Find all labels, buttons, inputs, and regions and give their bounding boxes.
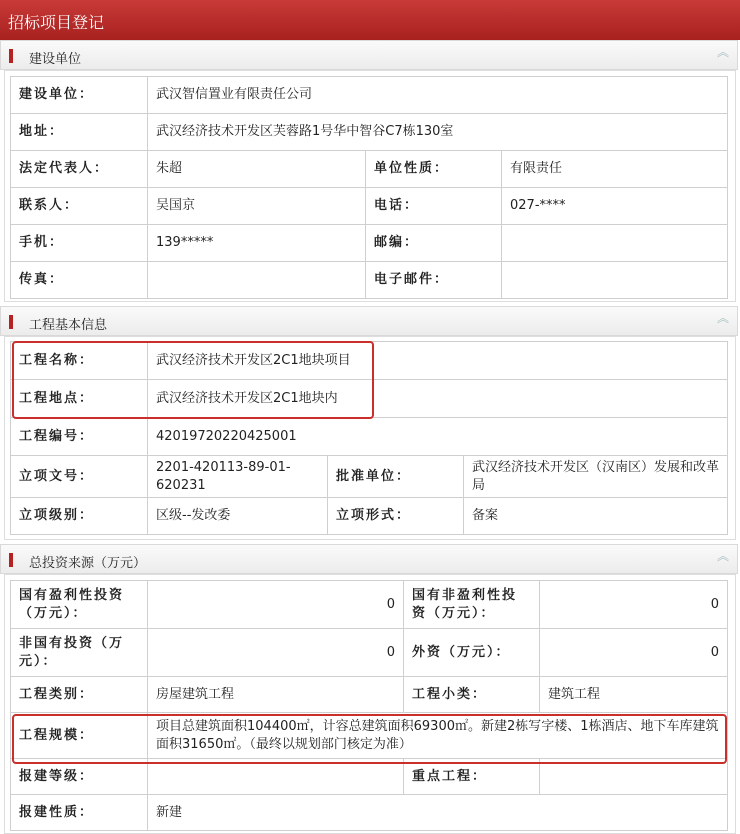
- label: 邮编：: [366, 225, 502, 262]
- approval-level-value: 区级--发改委: [148, 498, 328, 535]
- table-row: [11, 795, 728, 831]
- table-row: [11, 114, 728, 151]
- label: 国有非盈利性投资（万元）：: [404, 581, 540, 629]
- investment-table: [10, 580, 728, 831]
- label: 建设单位：: [11, 77, 148, 114]
- state-nonprofit-value: 0: [540, 581, 728, 629]
- double-chevron-up-icon[interactable]: ︽: [716, 549, 729, 563]
- label: 工程小类：: [404, 677, 540, 713]
- table-row: [11, 225, 728, 262]
- project-name-value: 武汉经济技术开发区2C1地块项目: [148, 342, 728, 380]
- mobile-value: 139*****: [148, 225, 366, 262]
- builder-table: [10, 76, 728, 299]
- approval-unit-value: 武汉经济技术开发区（汉南区）发展和改革局: [464, 456, 728, 498]
- table-row: [11, 188, 728, 225]
- table-row: [11, 418, 728, 456]
- label: 地址：: [11, 114, 148, 151]
- report-nature-value: 新建: [148, 795, 728, 831]
- label: 报建性质：: [11, 795, 148, 831]
- section-header-builder[interactable]: [0, 40, 738, 70]
- section-marker: [9, 553, 13, 567]
- double-chevron-up-icon[interactable]: ︽: [716, 45, 729, 59]
- label: 手机：: [11, 225, 148, 262]
- label: 法定代表人：: [11, 151, 148, 188]
- section-header-project[interactable]: [0, 306, 738, 336]
- highlight-box: [12, 714, 727, 764]
- label: 立项形式：: [328, 498, 464, 535]
- label: 批准单位：: [328, 456, 464, 498]
- label: 国有盈利性投资（万元）：: [11, 581, 148, 629]
- phone-value: 027-****: [502, 188, 728, 225]
- title-bar: [0, 0, 740, 40]
- category-value: 房屋建筑工程: [148, 677, 404, 713]
- unit-type-value: 有限责任: [502, 151, 728, 188]
- table-row: [11, 77, 728, 114]
- table-row: [11, 151, 728, 188]
- section-title: 工程基本信息: [29, 318, 108, 333]
- scale-value: 项目总建筑面积104400㎡，计容总建筑面积69300㎡。新建2栋写字楼、1栋酒店、地下车库建筑面积31650㎡。（最终以规划部门核定为准）: [148, 713, 728, 759]
- label: 工程地点：: [11, 380, 148, 418]
- window-title: 招标项目登记: [8, 13, 105, 32]
- label: 报建等级：: [11, 759, 148, 795]
- label: 非国有投资（万元）：: [11, 629, 148, 677]
- approval-form-value: 备案: [464, 498, 728, 535]
- non-state-value: 0: [148, 629, 404, 677]
- postcode-value: [502, 225, 728, 262]
- label: 单位性质：: [366, 151, 502, 188]
- label: 联系人：: [11, 188, 148, 225]
- double-chevron-up-icon[interactable]: ︽: [716, 311, 729, 325]
- label: 重点工程：: [404, 759, 540, 795]
- address-value: 武汉经济技术开发区芙蓉路1号华中智谷C7栋130室: [148, 114, 728, 151]
- section-title: 建设单位: [29, 52, 82, 67]
- email-value: [502, 262, 728, 299]
- table-row: [11, 581, 728, 629]
- section-header-investment[interactable]: [0, 544, 738, 574]
- section-marker: [9, 315, 13, 329]
- label: 外资（万元）：: [404, 629, 540, 677]
- label: 电子邮件：: [366, 262, 502, 299]
- fax-value: [148, 262, 366, 299]
- builder-unit-value: 武汉智信置业有限责任公司: [148, 77, 728, 114]
- table-row: [11, 677, 728, 713]
- label: 立项级别：: [11, 498, 148, 535]
- label: 工程编号：: [11, 418, 148, 456]
- table-row: [11, 629, 728, 677]
- legal-rep-value: 朱超: [148, 151, 366, 188]
- foreign-value: 0: [540, 629, 728, 677]
- label: 传真：: [11, 262, 148, 299]
- approval-doc-value: 2201-420113-89-01-620231: [148, 456, 328, 498]
- highlight-box: [12, 341, 374, 419]
- subcategory-value: 建筑工程: [540, 677, 728, 713]
- project-location-value: 武汉经济技术开发区2C1地块内: [148, 380, 728, 418]
- section-marker: [9, 49, 13, 63]
- table-row: [11, 456, 728, 498]
- label: 工程规模：: [11, 713, 148, 759]
- project-code-value: 42019720220425001: [148, 418, 728, 456]
- contact-value: 吴国京: [148, 188, 366, 225]
- state-profit-value: 0: [148, 581, 404, 629]
- section-title: 总投资来源（万元）: [29, 556, 147, 571]
- label: 工程名称：: [11, 342, 148, 380]
- label: 立项文号：: [11, 456, 148, 498]
- table-row: [11, 262, 728, 299]
- label: 电话：: [366, 188, 502, 225]
- label: 工程类别：: [11, 677, 148, 713]
- table-row: [11, 498, 728, 535]
